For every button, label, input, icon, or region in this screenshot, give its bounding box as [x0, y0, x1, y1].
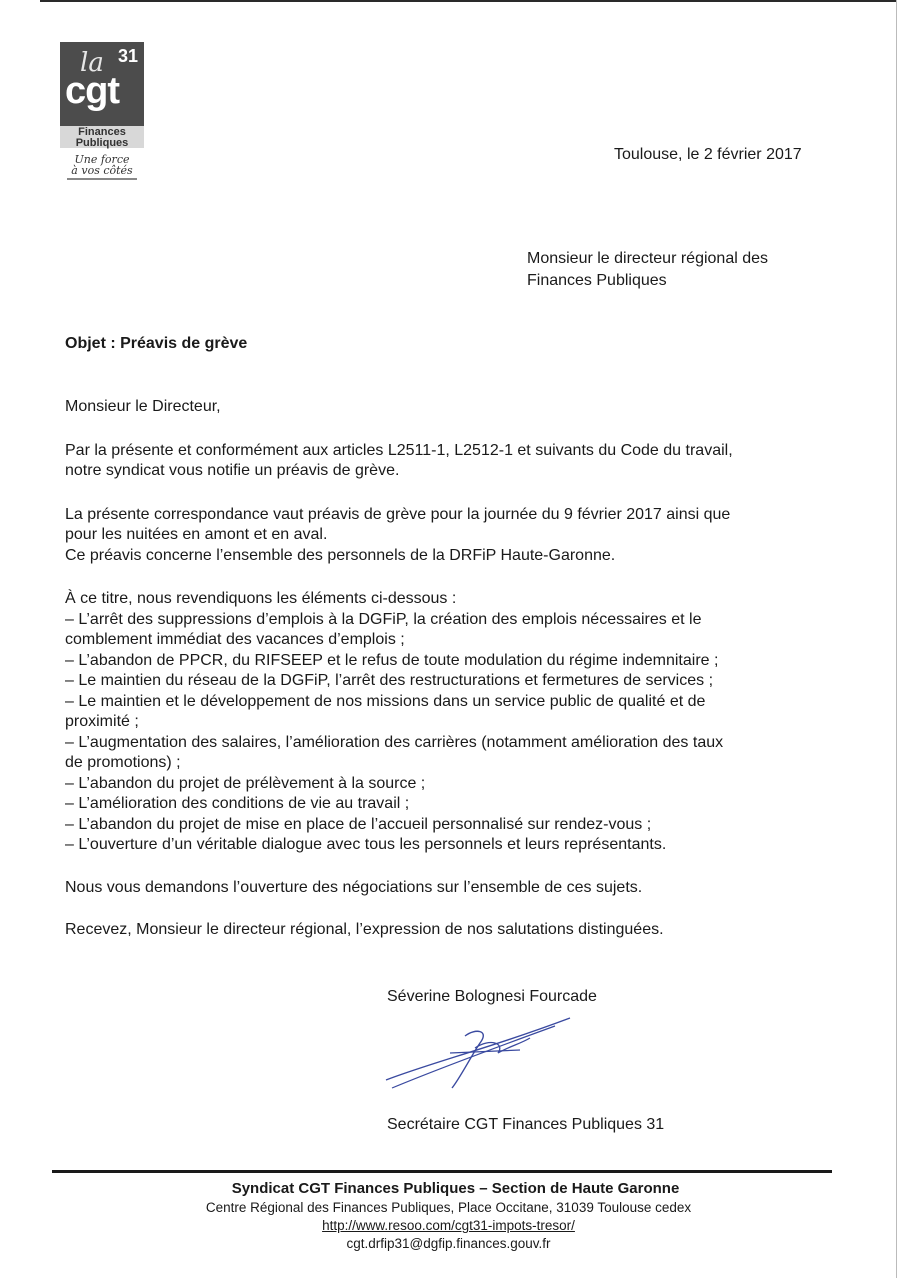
- paragraph-2-line-3: Ce préavis concerne l’ensemble des personnels de la DRFiP Haute-Garonne.: [65, 546, 616, 564]
- demand-item: – L’abandon du projet de prélèvement à la source ;: [65, 774, 426, 792]
- top-border-line: [40, 0, 897, 2]
- letter-subject: Objet : Préavis de grève: [65, 335, 248, 352]
- logo-finances: Finances: [60, 126, 144, 138]
- logo-slogan-line1: Une force: [74, 153, 130, 166]
- recipient-line2: Finances Publiques: [527, 272, 667, 289]
- logo-underline: [67, 178, 137, 180]
- logo-la: la: [80, 48, 104, 78]
- signatory-name: Séverine Bolognesi Fourcade: [387, 988, 597, 1005]
- closing-salutation: Recevez, Monsieur le directeur régional, l’expression de nos salutations distinguées.: [65, 921, 664, 938]
- logo-box: [60, 42, 144, 149]
- recipient-block: [527, 248, 768, 292]
- logo-cgt: cgt: [65, 70, 119, 112]
- demand-item: – L’abandon du projet de mise en place de l’accueil personnalisé sur rendez-vous ;: [65, 815, 652, 833]
- handwritten-signature: [380, 1008, 580, 1098]
- demand-item: – L’amélioration des conditions de vie au travail ;: [65, 795, 410, 812]
- logo-slogan: [60, 154, 144, 176]
- demands-intro: À ce titre, nous revendiquons les éléments ci-dessous :: [65, 590, 457, 607]
- demand-item-continued: proximité ;: [65, 713, 139, 730]
- paragraph-2-line-2: pour les nuitées en amont et en aval.: [65, 526, 328, 543]
- recipient-line1: Monsieur le directeur régional des: [527, 250, 769, 267]
- footer-title: Syndicat CGT Finances Publiques – Section de Haute Garonne: [231, 1180, 680, 1197]
- cgt-logo: [60, 42, 144, 180]
- footer-address: Centre Régional des Finances Publiques, Place Occitane, 31039 Toulouse cedex: [205, 1200, 692, 1215]
- paragraph-1-line-2: notre syndicat vous notifie un préavis de grève.: [65, 462, 400, 479]
- letter-footer: [0, 1179, 897, 1253]
- demand-item: – L’ouverture d’un véritable dialogue avec tous les personnels et leurs représentants.: [65, 836, 667, 853]
- closing-request: Nous vous demandons l’ouverture des négociations sur l’ensemble de ces sujets.: [65, 878, 643, 896]
- paragraph-1-line-1: Par la présente et conformément aux articles L2511-1, L2512-1 et suivants du Code du travail,: [65, 441, 733, 459]
- demands-list: [65, 610, 828, 856]
- paragraph-2-line-1: La présente correspondance vaut préavis de grève pour la journée du 9 février 2017 ainsi que: [65, 505, 731, 523]
- footer-website-link[interactable]: http://www.resoo.com/cgt31-impots-tresor/: [322, 1218, 575, 1233]
- logo-number: 31: [117, 46, 138, 66]
- footer-divider: [52, 1170, 832, 1173]
- demand-item: – L’abandon de PPCR, du RIFSEEP et le refus de toute modulation du régime indemnitaire ;: [65, 651, 719, 669]
- salutation: Monsieur le Directeur,: [65, 398, 221, 415]
- demand-item: – Le maintien et le développement de nos missions dans un service public de qualité et de: [65, 692, 706, 710]
- demand-item: – L’arrêt des suppressions d’emplois à la DGFiP, la création des emplois nécessaires et le: [65, 610, 702, 628]
- demand-item: – Le maintien du réseau de la DGFiP, l’arrêt des restructurations et fermetures de services ;: [65, 672, 714, 689]
- signatory-title: Secrétaire CGT Finances Publiques 31: [387, 1116, 665, 1133]
- logo-publiques: Publiques: [60, 138, 144, 148]
- demand-item-continued: comblement immédiat des vacances d’emplois ;: [65, 631, 405, 648]
- demand-item-continued: de promotions) ;: [65, 754, 181, 771]
- letter-date: Toulouse, le 2 février 2017: [614, 146, 802, 163]
- footer-email[interactable]: cgt.drfip31@dgfip.finances.gouv.fr: [346, 1236, 551, 1251]
- demand-item: – L’augmentation des salaires, l’amélioration des carrières (notamment amélioration des taux: [65, 733, 724, 751]
- letter-body: [65, 397, 828, 941]
- logo-slogan-line2: à vos côtés: [71, 164, 133, 177]
